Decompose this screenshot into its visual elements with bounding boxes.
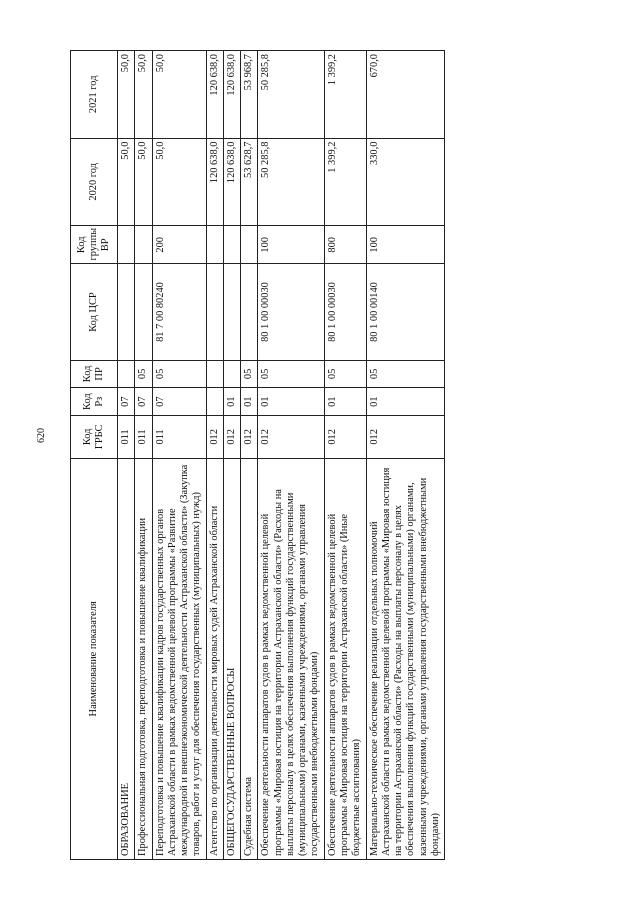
cell-grbs: 011	[135, 416, 152, 459]
cell-grbs: 011	[118, 416, 135, 459]
cell-rz: 01	[366, 388, 445, 416]
cell-vr: 100	[366, 226, 445, 264]
cell-grbs: 012	[241, 416, 258, 459]
cell-csr	[223, 264, 240, 360]
cell-csr	[135, 264, 152, 360]
cell-2021: 1 399,2	[324, 51, 366, 139]
cell-rz: 01	[223, 388, 240, 416]
table-row	[206, 51, 223, 860]
cell-csr: 80 1 00 00030	[324, 264, 366, 360]
cell-grbs: 012	[206, 416, 223, 459]
cell-name: Агентство по организации деятельности мировых судей Астраханской области	[206, 458, 223, 859]
cell-grbs: 011	[152, 416, 206, 459]
table-row	[324, 51, 366, 860]
cell-grbs: 012	[258, 416, 324, 459]
cell-2021: 53 968,7	[241, 51, 258, 139]
cell-2021: 50,0	[152, 51, 206, 139]
cell-rz: 01	[258, 388, 324, 416]
cell-2021: 50,0	[118, 51, 135, 139]
cell-2020: 50,0	[118, 138, 135, 226]
cell-csr: 80 1 00 00140	[366, 264, 445, 360]
cell-vr: 100	[258, 226, 324, 264]
cell-pr: 05	[152, 360, 206, 388]
cell-2020: 330,0	[366, 138, 445, 226]
cell-pr: 05	[241, 360, 258, 388]
cell-2020: 50,0	[152, 138, 206, 226]
cell-csr	[206, 264, 223, 360]
cell-2021: 50,0	[135, 51, 152, 139]
cell-grbs: 012	[223, 416, 240, 459]
cell-pr: 05	[324, 360, 366, 388]
cell-rz: 07	[152, 388, 206, 416]
cell-2021: 670,0	[366, 51, 445, 139]
cell-name: Судебная система	[241, 458, 258, 859]
table-row	[366, 51, 445, 860]
cell-name: ОБЩЕГОСУДАРСТВЕННЫЕ ВОПРОСЫ	[223, 458, 240, 859]
cell-name: ОБРАЗОВАНИЕ	[118, 458, 135, 859]
cell-2021: 120 638,0	[206, 51, 223, 139]
table-row	[223, 51, 240, 860]
cell-vr: 800	[324, 226, 366, 264]
table-header-row	[71, 51, 118, 860]
header-2020: 2020 год	[71, 138, 118, 226]
cell-csr	[241, 264, 258, 360]
header-vr: Код группы ВР	[71, 226, 118, 264]
cell-pr	[118, 360, 135, 388]
header-csr: Код ЦСР	[71, 264, 118, 360]
cell-2020: 120 638,0	[223, 138, 240, 226]
cell-vr	[206, 226, 223, 264]
table-row	[152, 51, 206, 860]
header-grbs: Код ГРБС	[71, 416, 118, 459]
cell-pr: 05	[258, 360, 324, 388]
cell-rz: 07	[135, 388, 152, 416]
cell-rz: 01	[324, 388, 366, 416]
cell-rz: 07	[118, 388, 135, 416]
page-number: 620	[36, 428, 47, 443]
cell-name: Обеспечение деятельности аппаратов судов в рамках ведомственной целевой программы «Мировая юстиция на территории Астраханской области» (Расходы на выплаты персоналу в целях обеспечения выполнения функций государственными (муниципальными) органами, казенными учреждениями, органами управления государственными внебюджетными фондами)	[258, 458, 324, 859]
cell-vr: 200	[152, 226, 206, 264]
cell-grbs: 012	[324, 416, 366, 459]
header-name: Наименование показателя	[71, 458, 118, 859]
cell-vr	[118, 226, 135, 264]
cell-pr	[223, 360, 240, 388]
cell-name: Переподготовка и повышение квалификации кадров государственных органов Астраханской области в рамках ведомственной целевой программы «Развитие международной и внешнеэкономической деятельности Астраханской области» (Закупка товаров, работ и услуг для обеспечения государственных (муниципальных) нужд)	[152, 458, 206, 859]
header-rz: Код Рз	[71, 388, 118, 416]
cell-2021: 120 638,0	[223, 51, 240, 139]
cell-name: Обеспечение деятельности аппаратов судов в рамках ведомственной целевой программы «Мировая юстиция на территории Астраханской области» (Иные бюджетные ассигнования)	[324, 458, 366, 859]
cell-pr: 05	[135, 360, 152, 388]
header-pr: Код ПР	[71, 360, 118, 388]
table-row	[135, 51, 152, 860]
table-row	[258, 51, 324, 860]
cell-2020: 50,0	[135, 138, 152, 226]
cell-csr: 81 7 00 80240	[152, 264, 206, 360]
cell-pr: 05	[366, 360, 445, 388]
budget-table	[70, 50, 445, 860]
cell-rz	[206, 388, 223, 416]
cell-rz: 01	[241, 388, 258, 416]
cell-csr	[118, 264, 135, 360]
cell-2021: 50 285,8	[258, 51, 324, 139]
cell-name: Профессиональная подготовка, переподготовка и повышение квалификации	[135, 458, 152, 859]
cell-name: Материально-техническое обеспечение реализации отдельных полномочий Астраханской области в рамках ведомственной целевой программы «Мировая юстиция на территории Астраханской области» (Расходы на выплаты персоналу в целях обеспечения выполнения функций государственными (муниципальными) органами, казенными учреждениями, органами управления государственными внебюджетными фондами)	[366, 458, 445, 859]
cell-csr: 80 1 00 00030	[258, 264, 324, 360]
table-row	[241, 51, 258, 860]
cell-2020: 53 628,7	[241, 138, 258, 226]
cell-2020: 120 638,0	[206, 138, 223, 226]
cell-2020: 50 285,8	[258, 138, 324, 226]
header-2021: 2021 год	[71, 51, 118, 139]
cell-vr	[223, 226, 240, 264]
table-row	[118, 51, 135, 860]
cell-2020: 1 399,2	[324, 138, 366, 226]
cell-vr	[135, 226, 152, 264]
cell-vr	[241, 226, 258, 264]
cell-grbs: 012	[366, 416, 445, 459]
rotated-page-content	[70, 50, 630, 860]
cell-pr	[206, 360, 223, 388]
